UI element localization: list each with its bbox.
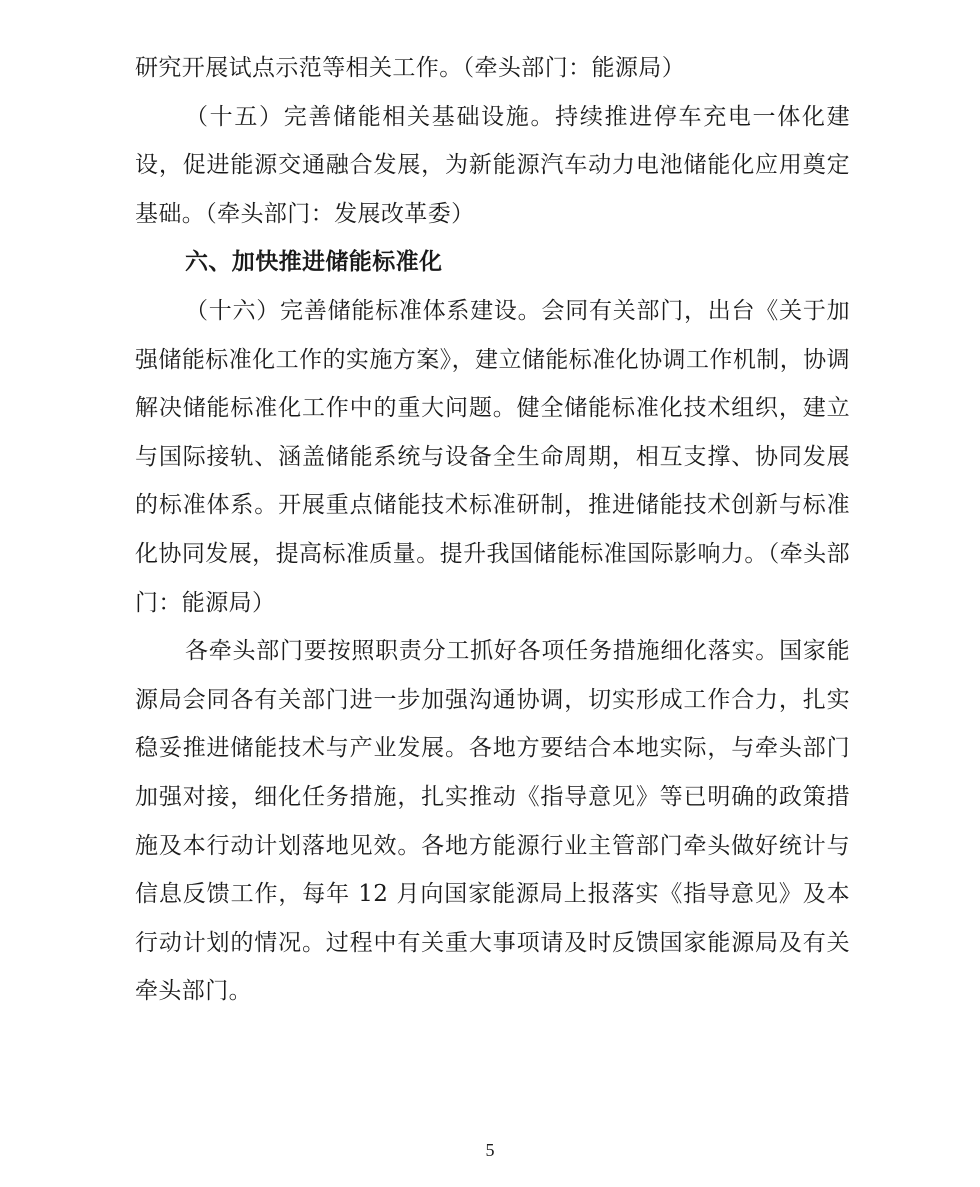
paragraph-item-15: （十五）完善储能相关基础设施。持续推进停车充电一体化建设，促进能源交通融合发展，为新能源汽车动力电池储能化应用奠定基础。（牵头部门：发展改革委） (135, 103, 850, 227)
document-body (135, 44, 850, 1016)
paragraph-closing: 各牵头部门要按照职责分工抓好各项任务措施细化落实。国家能源局会同各有关部门进一步加强沟通协调，切实形成工作合力，扎实稳妥推进储能技术与产业发展。各地方要结合本地实际，与牵头部门加强对接，细化任务措施，扎实推动《指导意见》等已明确的政策措施及本行动计划落地见效。各地方能源行业主管部门牵头做好统计与信息反馈工作，每年 12 月向国家能源局上报落实《指导意见》及本行动计划的情况。过程中有关重大事项请及时反馈国家能源局及有关牵头部门。 (135, 638, 850, 1005)
page-number: 5 (485, 1140, 495, 1160)
paragraph-continuation: 研究开展试点示范等相关工作。（牵头部门：能源局） (135, 55, 686, 81)
section-heading: 六、加快推进储能标准化 (185, 249, 443, 276)
paragraph-item-16: （十六）完善储能标准体系建设。会同有关部门，出台《关于加强储能标准化工作的实施方案》，建立储能标准化协调工作机制，协调解决储能标准化工作中的重大问题。健全储能标准化技术组织，建立与国际接轨、涵盖储能系统与设备全生命周期，相互支撑、协同发展的标准体系。开展重点储能技术标准研制，推进储能技术创新与标准化协同发展，提高标准质量。提升我国储能标准国际影响力。（牵头部门：能源局） (135, 297, 850, 616)
